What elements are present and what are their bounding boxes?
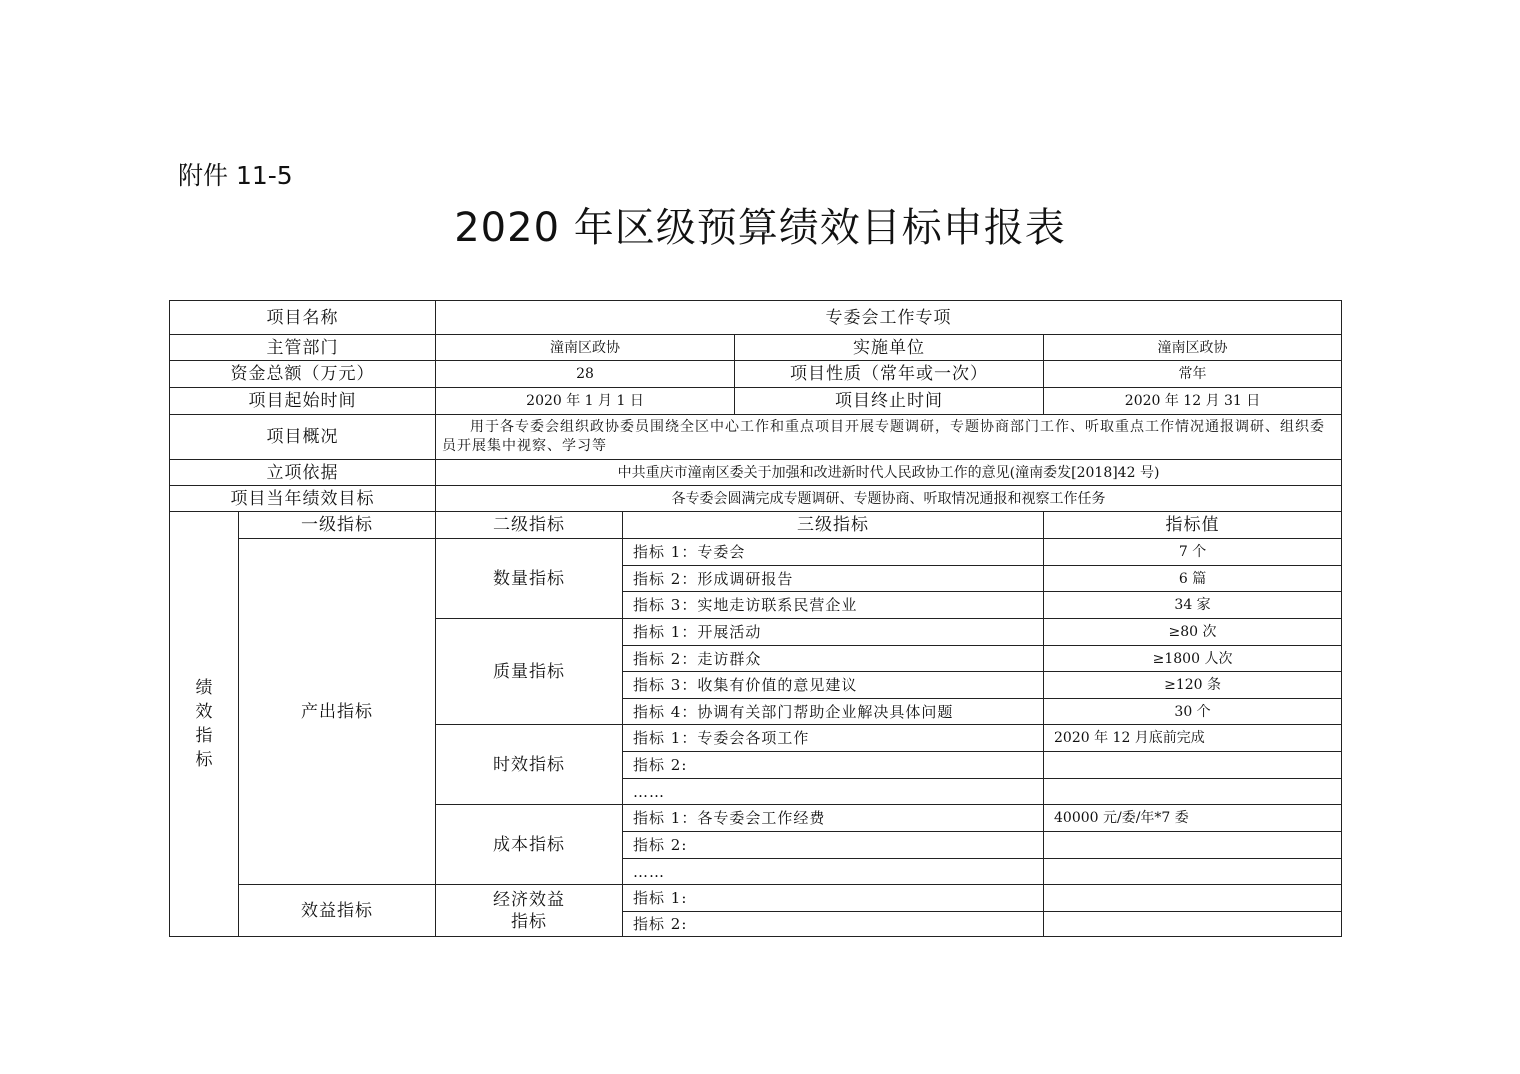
quantity-indicators-label: 数量指标	[436, 539, 623, 619]
header-level1: 一级指标	[239, 512, 436, 539]
budget-performance-table	[169, 300, 1342, 937]
indicator-text: 指标 2：走访群众	[623, 646, 1044, 672]
header-level2: 二级指标	[436, 512, 623, 539]
nature-label: 项目性质（常年或一次）	[735, 361, 1044, 388]
project-name-value: 专委会工作专项	[436, 301, 1342, 335]
indicator-text: 指标 1:	[623, 885, 1044, 912]
indicator-value: 2020 年 12 月底前完成	[1044, 725, 1342, 752]
indicator-value: 34 家	[1044, 592, 1342, 619]
indicator-value: ≥120 条	[1044, 672, 1342, 699]
end-time-label: 项目终止时间	[735, 388, 1044, 415]
indicator-text: 指标 3：实地走访联系民营企业	[623, 592, 1044, 619]
indicator-value: 6 篇	[1044, 566, 1342, 592]
overview-label: 项目概况	[170, 415, 436, 460]
indicator-value	[1044, 832, 1342, 859]
start-time-label: 项目起始时间	[170, 388, 436, 415]
nature-value: 常年	[1044, 361, 1342, 388]
indicator-text: 指标 2：形成调研报告	[623, 566, 1044, 592]
indicator-value: ≥1800 人次	[1044, 646, 1342, 672]
indicator-value: ≥80 次	[1044, 619, 1342, 646]
page-title: 2020 年区级预算绩效目标申报表	[454, 205, 1066, 251]
cost-indicators-label: 成本指标	[436, 805, 623, 885]
indicator-text: ……	[623, 779, 1044, 805]
indicator-text: 指标 1：开展活动	[623, 619, 1044, 646]
economic-benefit-indicators-label: 经济效益 指标	[436, 885, 623, 937]
indicator-text: 指标 2:	[623, 752, 1044, 779]
indicator-text: 指标 2:	[623, 912, 1044, 937]
indicator-value: 7 个	[1044, 539, 1342, 566]
dept-value: 潼南区政协	[436, 335, 735, 361]
indicator-value	[1044, 779, 1342, 805]
benefit-indicators-label: 效益指标	[239, 885, 436, 937]
indicator-value	[1044, 912, 1342, 937]
indicator-text: 指标 1：专委会各项工作	[623, 725, 1044, 752]
impl-unit-value: 潼南区政协	[1044, 335, 1342, 361]
funds-label: 资金总额（万元）	[170, 361, 436, 388]
quality-indicators-label: 质量指标	[436, 619, 623, 725]
overview-value: 用于各专委会组织政协委员围绕全区中心工作和重点项目开展专题调研，专题协商部门工作、听取重点工作情况通报调研、组织委员开展集中视察、学习等	[436, 415, 1342, 460]
impl-unit-label: 实施单位	[735, 335, 1044, 361]
indicator-text: 指标 4：协调有关部门帮助企业解决具体问题	[623, 699, 1044, 725]
annual-goal-label: 项目当年绩效目标	[170, 486, 436, 512]
indicator-text: 指标 2:	[623, 832, 1044, 859]
indicator-value	[1044, 885, 1342, 912]
indicator-text: 指标 1：各专委会工作经费	[623, 805, 1044, 832]
performance-indicators-side-label: 绩 效 指 标	[170, 512, 239, 937]
indicator-text: 指标 1：专委会	[623, 539, 1044, 566]
funds-value: 28	[436, 361, 735, 388]
indicator-value: 30 个	[1044, 699, 1342, 725]
annual-goal-value: 各专委会圆满完成专题调研、专题协商、听取情况通报和视察工作任务	[436, 486, 1342, 512]
indicator-value	[1044, 859, 1342, 885]
indicator-text: 指标 3：收集有价值的意见建议	[623, 672, 1044, 699]
dept-label: 主管部门	[170, 335, 436, 361]
attachment-label: 附件 11-5	[178, 161, 293, 190]
start-time-value: 2020 年 1 月 1 日	[436, 388, 735, 415]
output-indicators-label: 产出指标	[239, 539, 436, 885]
header-value: 指标值	[1044, 512, 1342, 539]
indicator-text: ……	[623, 859, 1044, 885]
indicator-value	[1044, 752, 1342, 779]
timeliness-indicators-label: 时效指标	[436, 725, 623, 805]
basis-label: 立项依据	[170, 460, 436, 486]
end-time-value: 2020 年 12 月 31 日	[1044, 388, 1342, 415]
header-level3: 三级指标	[623, 512, 1044, 539]
indicator-value: 40000 元/委/年*7 委	[1044, 805, 1342, 832]
basis-value: 中共重庆市潼南区委关于加强和改进新时代人民政协工作的意见(潼南委发[2018]42 号)	[436, 460, 1342, 486]
project-name-label: 项目名称	[170, 301, 436, 335]
